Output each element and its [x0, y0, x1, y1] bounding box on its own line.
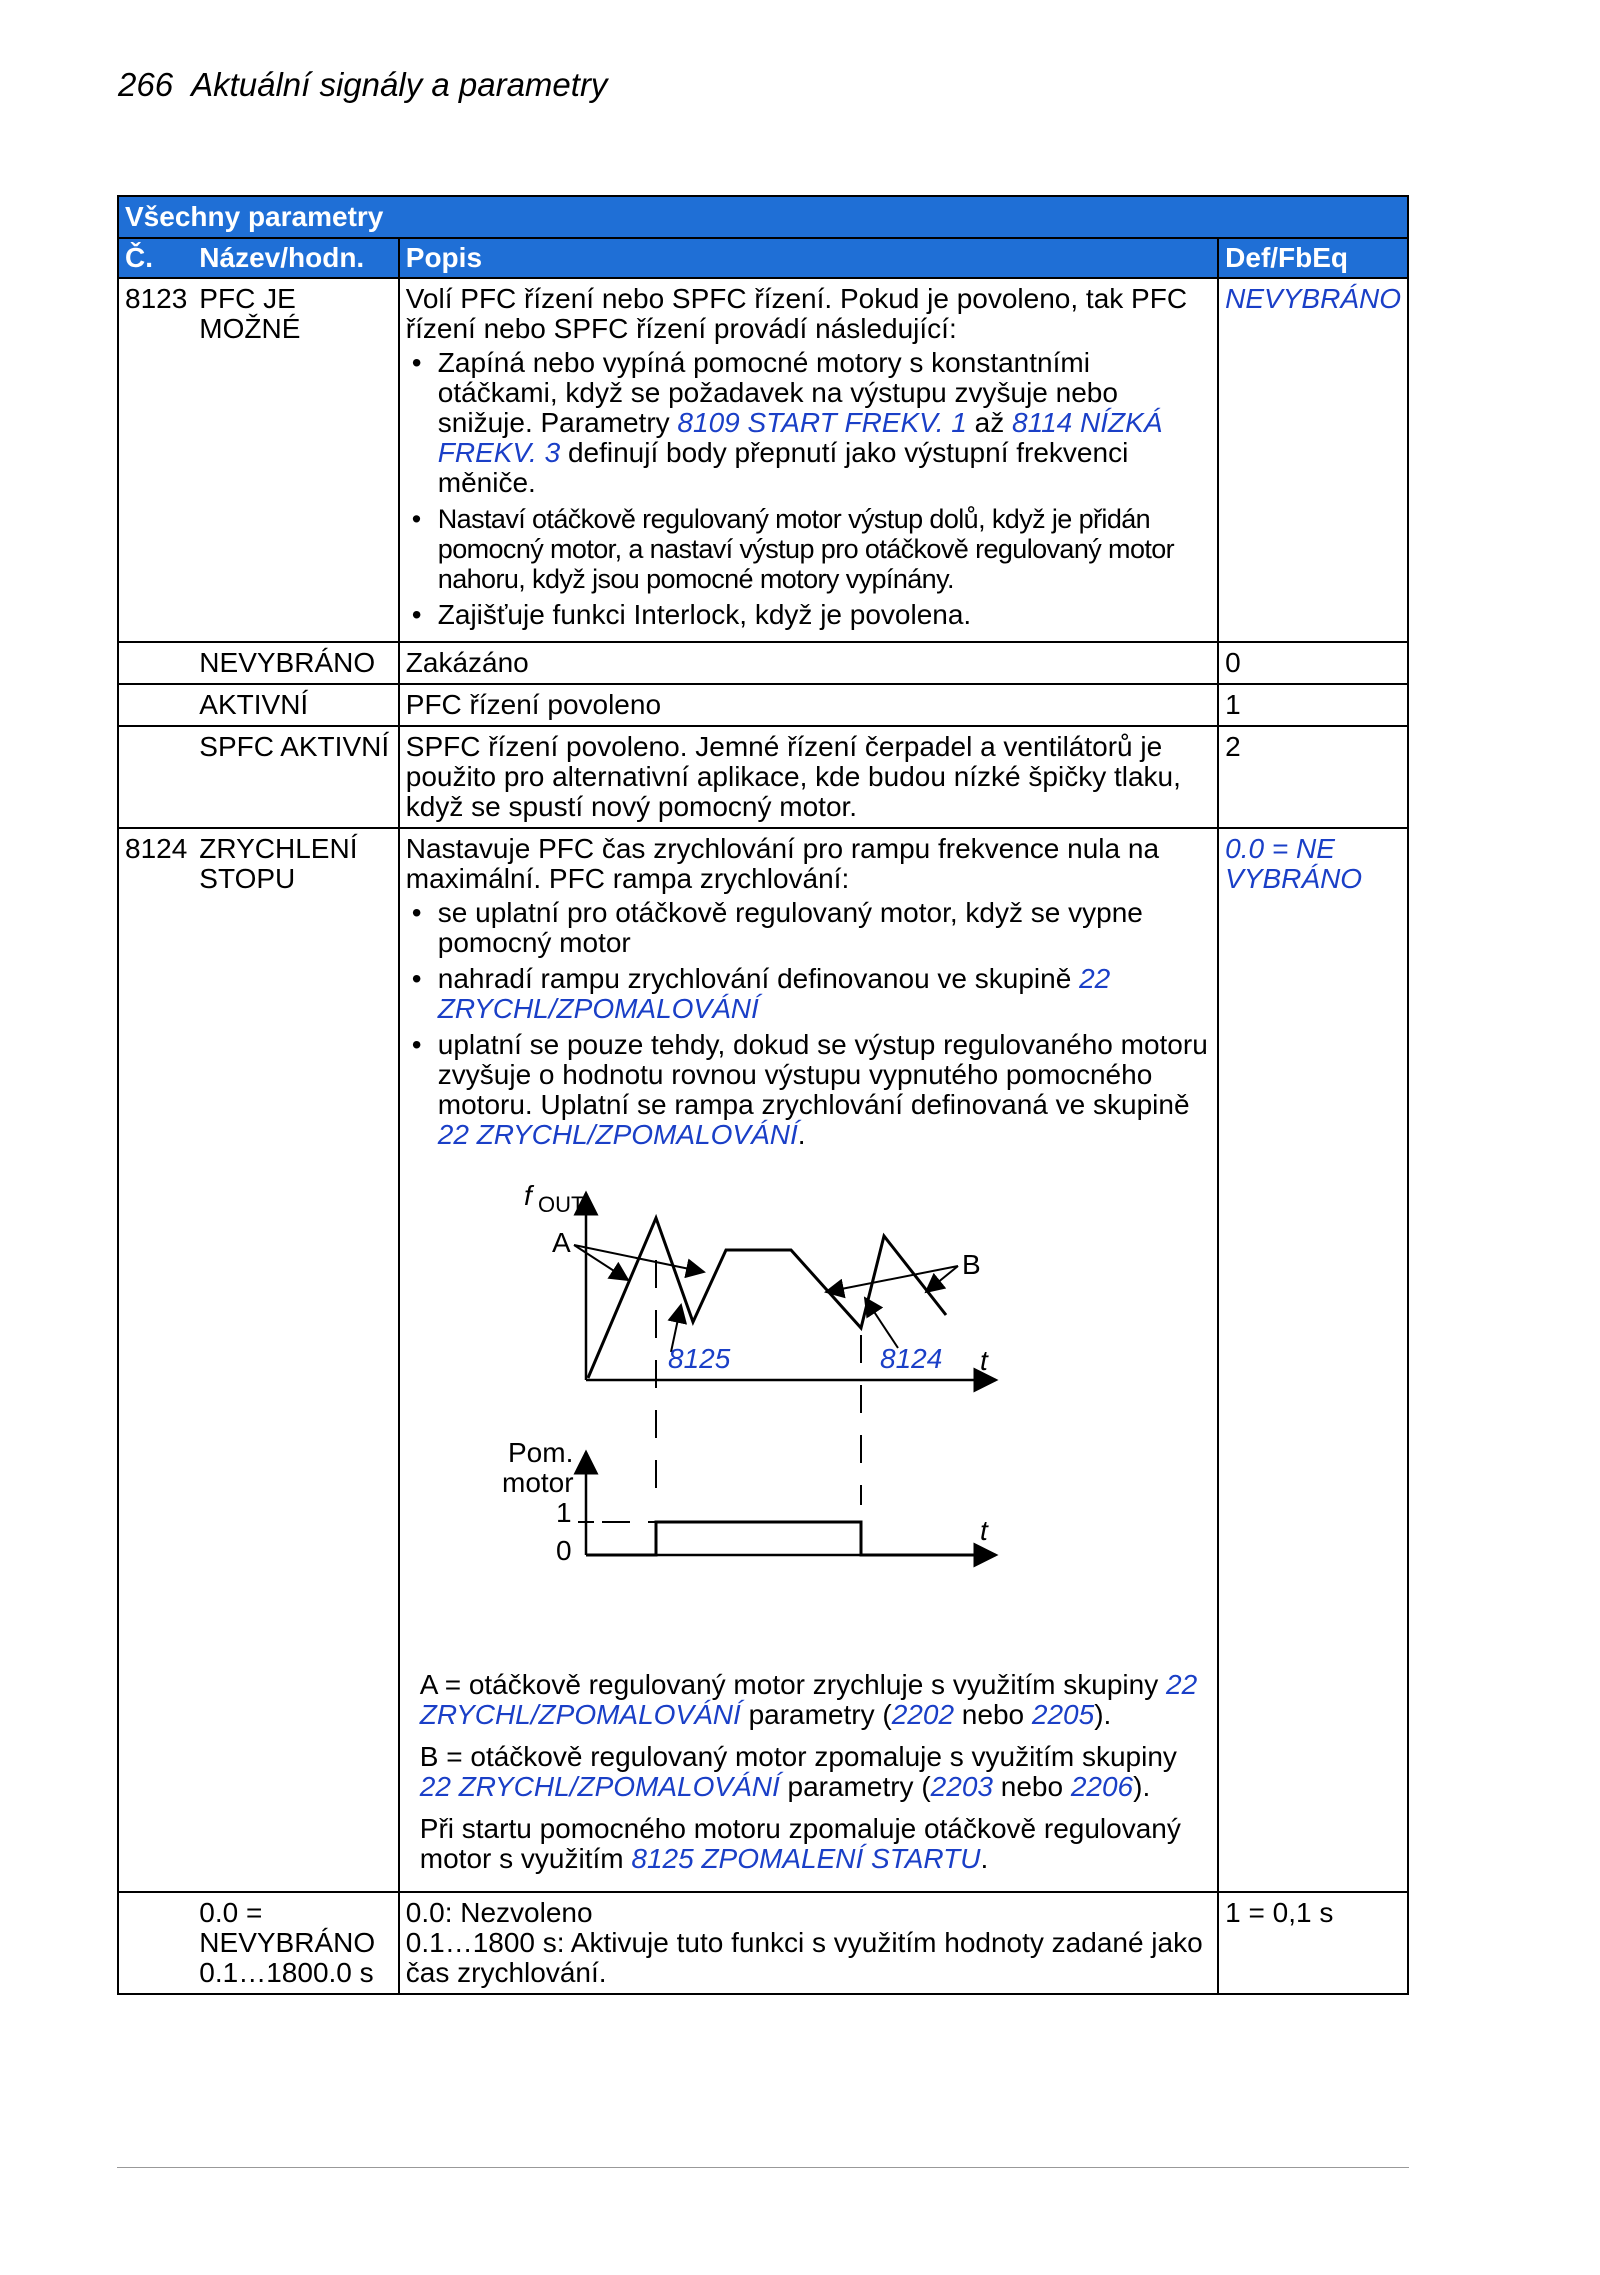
list-item: • se uplatní pro otáčkově regulovaný motor, když se vypne pomocný motor	[406, 898, 1211, 958]
value-range: 0.0 = NEVYBRÁNO 0.1…1800.0 s	[193, 1892, 398, 1994]
column-header-def: Def/FbEq	[1218, 238, 1408, 278]
param-link[interactable]: 2203	[930, 1771, 993, 1802]
param-link[interactable]: 8114 NÍZKÁ FREKV. 3	[437, 407, 1163, 468]
fout-sub-label: OUT	[537, 1192, 585, 1217]
param-number: 8124	[118, 828, 193, 1892]
value-def: 1	[1218, 684, 1408, 726]
range-desc-line: 0.0: Nezvoleno	[405, 1897, 593, 1928]
param-name: ZRYCHLENÍ STOPU	[193, 828, 398, 1892]
value-name: NEVYBRÁNO	[193, 642, 398, 684]
param-default[interactable]: 0.0 = NE VYBRÁNO	[1218, 828, 1408, 1892]
column-header-desc: Popis	[399, 238, 1218, 278]
label-b: B	[961, 1249, 981, 1280]
value-def: 0	[1218, 642, 1408, 684]
page-number: 266	[118, 66, 174, 103]
group-link[interactable]: 22 ZRYCHL/ZPOMALOVÁNÍ	[437, 963, 1111, 1024]
pointer-8124	[865, 1298, 898, 1348]
fout-label: f	[523, 1180, 532, 1211]
description-intro: Volí PFC řízení nebo SPFC řízení. Pokud je povoleno, tak PFC řízení nebo SPFC řízení provádí následující:	[405, 283, 1188, 344]
legend-a: A = otáčkově regulovaný motor zrychluje s využitím skupiny 22 ZRYCHL/ZPOMALOVÁNÍ parametry (2202 nebo 2205).	[419, 1669, 1198, 1730]
param-name: PFC JE MOŽNÉ	[193, 278, 398, 642]
description-intro: Nastavuje PFC čas zrychlování pro rampu frekvence nula na maximální. PFC rampa zrychlování:	[405, 833, 1160, 894]
list-item: • Nastaví otáčkově regulovaný motor výstup dolů, když je přidán pomocný motor, a nastaví výstup pro otáčkově regulovaný motor nahoru, když jsou pomocné motory vypínány.	[406, 504, 1211, 594]
value-name: SPFC AKTIVNÍ	[193, 726, 398, 828]
param-description	[399, 278, 1218, 642]
value-desc: Zakázáno	[399, 642, 1218, 684]
value-desc: SPFC řízení povoleno. Jemné řízení čerpadel a ventilátorů je použito pro alternativní aplikace, kde budou nízké špičky tlaku, když se spustí nový pomocný motor.	[399, 726, 1218, 828]
range-desc-line: 0.1…1800 s: Aktivuje tuto funkci s využitím hodnoty zadané jako čas zrychlování.	[405, 1927, 1203, 1988]
aux-label-1: Pom.	[507, 1437, 574, 1468]
param-link[interactable]: 2205	[1031, 1699, 1095, 1730]
table-row	[118, 828, 1408, 1892]
aux-label-2: motor	[501, 1467, 574, 1498]
time-label-upper: t	[979, 1345, 988, 1376]
param-description	[399, 828, 1218, 1892]
diagram-legend	[406, 1670, 1211, 1874]
table-row	[118, 642, 1408, 684]
level-one: 1	[555, 1497, 572, 1528]
list-item	[406, 964, 1211, 1024]
table-row	[118, 278, 1408, 642]
page-header	[118, 66, 607, 104]
bullet-text: uplatní se pouze tehdy, dokud se výstup regulovaného motoru zvyšuje o hodnotu rovnou výstupu vypnutého pomocného motoru. Uplatní se rampa zrychlování definovaná ve skupině	[437, 1029, 1208, 1120]
list-item	[406, 1030, 1211, 1150]
empty-cell	[118, 726, 193, 828]
pointer-b1	[826, 1266, 958, 1292]
param-link[interactable]: 8125 ZPOMALENÍ STARTU	[631, 1843, 981, 1874]
bullet-text: nahradí rampu zrychlování definovanou ve skupině	[437, 963, 1080, 994]
table-row	[118, 684, 1408, 726]
param-number: 8123	[118, 278, 193, 642]
list-item: • Zajišťuje funkci Interlock, když je povolena.	[406, 600, 1211, 630]
group-link[interactable]: 22 ZRYCHL/ZPOMALOVÁNÍ	[419, 1669, 1198, 1730]
ref-8124: 8124	[879, 1343, 943, 1374]
param-link[interactable]: 2206	[1070, 1771, 1134, 1802]
table-row	[118, 726, 1408, 828]
page-header-title: Aktuální signály a parametry	[191, 66, 608, 103]
time-label-lower: t	[979, 1515, 988, 1546]
bullet-text: .	[797, 1119, 806, 1150]
table-row	[118, 1892, 1408, 1994]
empty-cell	[118, 642, 193, 684]
ramp-diagram	[406, 1170, 1206, 1670]
ref-8125: 8125	[667, 1343, 731, 1374]
legend-c: Při startu pomocného motoru zpomaluje otáčkově regulovaný motor s využitím 8125 ZPOMALENÍ STARTU.	[419, 1813, 1181, 1874]
label-a: A	[551, 1227, 571, 1258]
bullet-text: Zapíná nebo vypíná pomocné motory s konstantními otáčkami, když se požadavek na výstupu zvyšuje nebo snižuje. Parametry	[437, 347, 1118, 438]
column-header-no: Č.	[118, 238, 193, 278]
empty-cell	[118, 684, 193, 726]
value-desc: PFC řízení povoleno	[399, 684, 1218, 726]
value-def: 2	[1218, 726, 1408, 828]
bullet-text: definují body přepnutí jako výstupní frekvenci měniče.	[437, 437, 1129, 498]
param-link[interactable]: 8109 START FREKV. 1	[677, 407, 967, 438]
parameter-table	[117, 195, 1409, 1995]
footer-rule	[117, 2167, 1409, 2168]
value-range-desc	[399, 1892, 1218, 1994]
legend-b: B = otáčkově regulovaný motor zpomaluje s využitím skupiny 22 ZRYCHL/ZPOMALOVÁNÍ parametry (2203 nebo 2206).	[419, 1741, 1177, 1802]
group-link[interactable]: 22 ZRYCHL/ZPOMALOVÁNÍ	[437, 1119, 798, 1150]
level-zero: 0	[555, 1535, 572, 1566]
column-header-name: Název/hodn.	[193, 238, 398, 278]
group-link[interactable]: 22 ZRYCHL/ZPOMALOVÁNÍ	[419, 1771, 780, 1802]
empty-cell	[118, 1892, 193, 1994]
aux-motor-signal	[586, 1522, 992, 1555]
value-def: 1 = 0,1 s	[1218, 1892, 1408, 1994]
bullet-text: až	[966, 407, 1013, 438]
value-name: AKTIVNÍ	[193, 684, 398, 726]
param-link[interactable]: 2202	[891, 1699, 955, 1730]
table-title: Všechny parametry	[118, 196, 1408, 238]
list-item	[406, 348, 1211, 498]
param-default[interactable]: NEVYBRÁNO	[1218, 278, 1408, 642]
